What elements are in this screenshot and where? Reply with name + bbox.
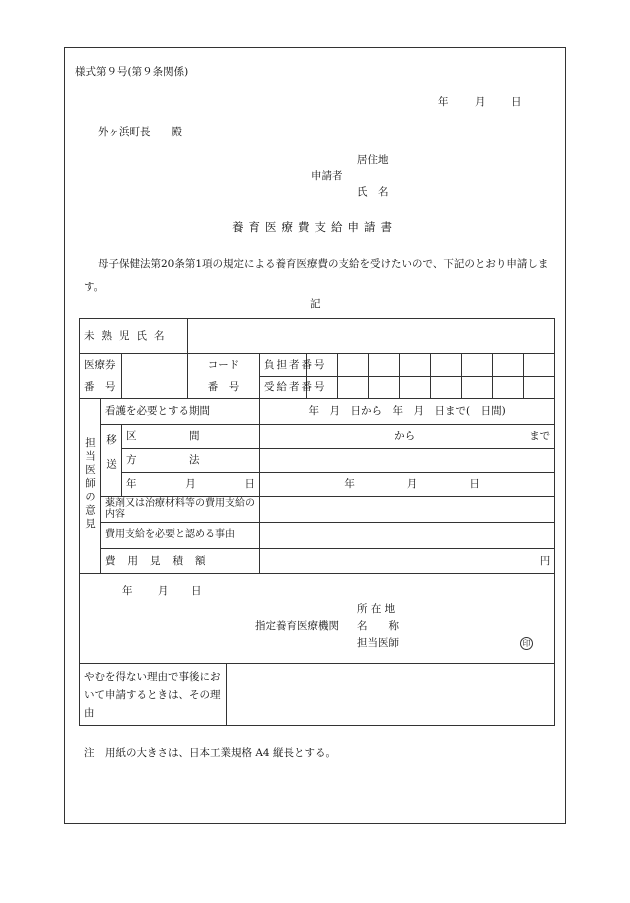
payer-digit[interactable] <box>493 354 524 377</box>
drug-field[interactable] <box>260 497 555 523</box>
payer-digit[interactable] <box>338 354 369 377</box>
institution-date-day: 日 <box>191 585 202 597</box>
section-label: 区 間 <box>122 425 260 449</box>
payer-number-label: 負担者番号 <box>260 354 307 377</box>
drug-label: 薬剤又は治療材料等の費用支給の内容 <box>101 497 260 523</box>
infant-name-field[interactable] <box>188 319 555 354</box>
recipient-digit[interactable] <box>338 376 369 399</box>
transfer-label: 移送 <box>101 425 122 497</box>
location-label: 所 在 地 <box>357 603 396 615</box>
institution-date-year: 年 <box>122 585 133 597</box>
applicant-address-label: 居住地 <box>357 154 389 166</box>
transfer-date-label: 年 月 日 <box>122 473 260 497</box>
recipient-number-label: 受給者番号 <box>260 376 307 399</box>
section-field[interactable]: から まで <box>260 425 555 449</box>
payer-digit[interactable] <box>400 354 431 377</box>
recipient-digit[interactable] <box>493 376 524 399</box>
medical-ticket-number-field[interactable] <box>122 354 188 399</box>
date-header-year: 年 <box>438 96 449 108</box>
late-reason-field[interactable] <box>227 664 555 726</box>
date-header-day: 日 <box>511 96 522 108</box>
payer-digit[interactable] <box>524 354 555 377</box>
infant-name-label: 未熟児氏名 <box>80 319 188 354</box>
payer-digit[interactable] <box>431 354 462 377</box>
code-number-label: コード 番 号 <box>188 354 260 399</box>
document-title: 養育医療費支給申請書 <box>232 220 397 234</box>
transfer-date-field[interactable]: 年 月 日 <box>260 473 555 497</box>
doctor-opinion-label: 担当医師の意見 <box>80 399 101 574</box>
nursing-period-field[interactable]: 年 月 日から 年 月 日まで( 日間) <box>260 399 555 425</box>
applicant-label: 申請者 <box>311 170 343 182</box>
institution-name-label: 名 称 <box>357 620 399 632</box>
date-header-month: 月 <box>475 96 486 108</box>
nursing-period-label: 看護を必要とする期間 <box>101 399 260 425</box>
seal-mark: 印 <box>520 637 533 650</box>
late-reason-label: やむを得ない理由で事後において申請するときは、その理由 <box>80 664 227 726</box>
medical-ticket-label: 医療券 番 号 <box>80 354 122 399</box>
application-table <box>79 318 555 726</box>
estimate-field[interactable]: 円 <box>260 549 555 574</box>
recipient-digit[interactable] <box>431 376 462 399</box>
institution-section <box>80 574 555 664</box>
ki-label: 記 <box>310 298 321 310</box>
recipient-digit[interactable] <box>369 376 400 399</box>
payer-digit[interactable] <box>369 354 400 377</box>
reason-label: 費用支給を必要と認める事由 <box>101 523 260 549</box>
institution-date-month: 月 <box>158 585 169 597</box>
reason-field[interactable] <box>260 523 555 549</box>
method-label: 方 法 <box>122 449 260 473</box>
estimate-label: 費用見積額 <box>101 549 260 574</box>
paper-size-note: 注 用紙の大きさは、日本工業規格 A4 縦長とする。 <box>84 747 336 759</box>
applicant-name-label: 氏 名 <box>357 186 389 198</box>
payer-digit[interactable] <box>462 354 493 377</box>
recipient-digit[interactable] <box>400 376 431 399</box>
doctor-label: 担当医師 <box>357 637 399 649</box>
method-field[interactable] <box>260 449 555 473</box>
body-text: 母子保健法第20条第1項の規定による養育医療費の支給を受けたいので、下記のとおり申請します。 <box>84 258 549 293</box>
form-number: 様式第９号(第９条関係) <box>75 66 189 78</box>
recipient-digit[interactable] <box>462 376 493 399</box>
addressee: 外ヶ浜町長 殿 <box>98 126 182 138</box>
designated-institution-label: 指定養育医療機関 <box>255 620 339 632</box>
